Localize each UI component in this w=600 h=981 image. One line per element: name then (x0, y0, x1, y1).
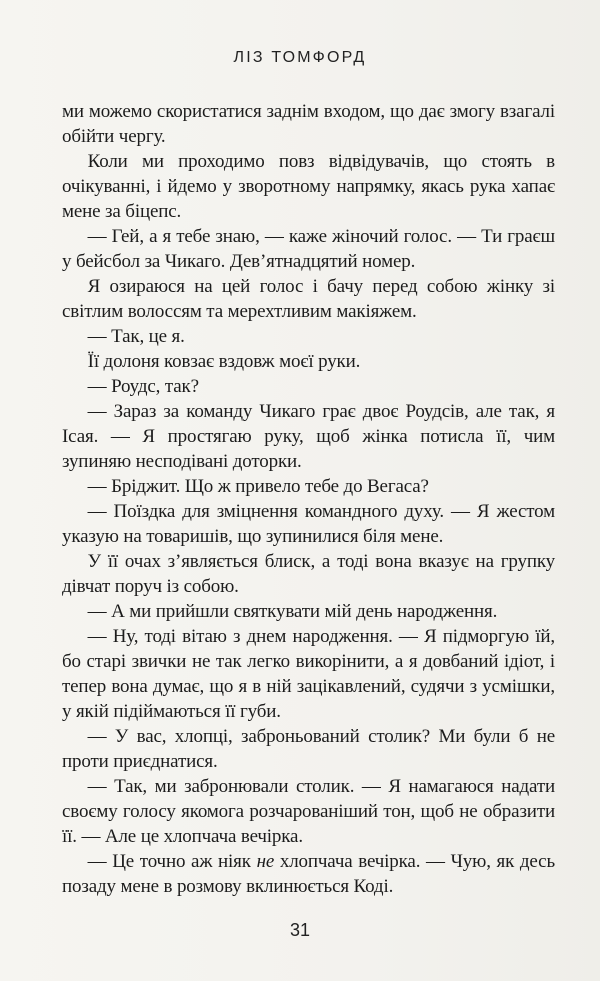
paragraph: — У вас, хлопці, заброньований столик? Ми були б не проти приєднатися. (62, 726, 555, 772)
paragraph: Її долоня ковзає вздовж моєї руки. (87, 351, 361, 372)
emphasis-text: не (256, 851, 275, 872)
paragraph: — Так, це я. (87, 326, 185, 347)
paragraph-text: — Це точно аж ніяк (87, 851, 257, 872)
paragraph: — Роудс, так? (87, 376, 199, 397)
paragraph: — Бріджит. Що ж привело тебе до Вегаса? (87, 476, 429, 497)
paragraph: — Поїздка для зміцнення командного духу. — Я жестом указую на товаришів, що зупинилися біля мене. (62, 501, 555, 547)
paragraph: У її очах з’являється блиск, а тоді вона вказує на групку дівчат поруч із собою. (62, 551, 555, 597)
page-number: 31 (289, 920, 311, 940)
paragraph-last (62, 849, 555, 899)
running-head-author: ЛІЗ ТОМФОРД (233, 49, 367, 66)
paragraph: — Зараз за команду Чикаго грає двоє Роудсів, але так, я Ісая. — Я простягаю руку, щоб жінка потисла її, чим зупиняю несподівані доторки. (62, 401, 555, 472)
body-text (62, 99, 555, 899)
paragraph: — Гей, а я тебе знаю, — каже жіночий голос. — Ти граєш у бейсбол за Чикаго. Дев’ятнадцятий номер. (62, 226, 555, 272)
paragraph: — Так, ми забронювали столик. — Я намагаюся надати своєму голосу якомога розчарованіший тон, щоб не образити її. — Але це хлопчача вечірка. (62, 776, 555, 847)
paragraph: — Ну, тоді вітаю з днем народження. — Я підморгую їй, бо старі звички не так легко викорінити, а я довбаний ідіот, і тепер вона думає, що я в ній зацікавлений, судячи з усмішки, у якій підіймаються її губи. (62, 626, 555, 722)
paragraph-text: хлопчача вечірка. — Чую, як десь позаду мене в розмову вклинюється Коді. (62, 851, 555, 897)
paragraph: — А ми прийшли святкувати мій день народження. (87, 601, 498, 622)
paragraph: ми можемо скористатися заднім входом, що дає змогу взагалі обійти чергу. (62, 101, 555, 147)
paragraph: Я озираюся на цей голос і бачу перед собою жінку зі світлим волоссям та мерехтливим макіяжем. (62, 276, 555, 322)
paragraph: Коли ми проходимо повз відвідувачів, що стоять в очікуванні, і йдемо у зворотному напрямку, якась рука хапає мене за біцепс. (62, 151, 555, 222)
